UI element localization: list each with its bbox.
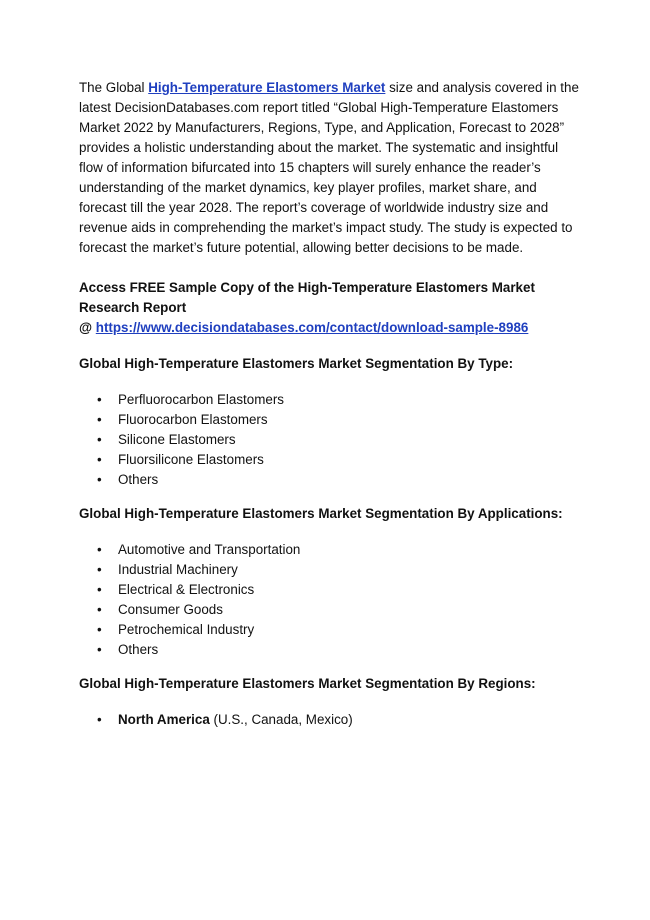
sample-request-label: Access FREE Sample Copy of the High-Temperature Elastomers Market Research Report — [79, 280, 535, 315]
bullet-icon: • — [97, 472, 102, 487]
list-item-label: Fluorocarbon Elastomers — [118, 412, 268, 427]
sample-request-line — [79, 318, 579, 338]
bullet-icon: • — [97, 562, 102, 577]
intro-prefix: The Global — [79, 80, 149, 95]
market-link[interactable]: High-Temperature Elastomers Market — [148, 80, 386, 95]
intro-paragraph — [79, 78, 579, 258]
list-item — [97, 580, 579, 600]
at-symbol: @ — [79, 320, 96, 335]
region-detail: (U.S., Canada, Mexico) — [209, 712, 353, 727]
bullet-icon: • — [97, 712, 102, 727]
list-item — [97, 390, 579, 410]
list-item-label: Petrochemical Industry — [118, 622, 255, 637]
list-item — [97, 430, 579, 450]
region-list — [79, 710, 579, 730]
bullet-icon: • — [97, 582, 102, 597]
bullet-icon: • — [97, 432, 102, 447]
document-content — [79, 78, 579, 744]
region-name: North America — [118, 712, 210, 727]
application-list — [79, 540, 579, 660]
list-item-label: Others — [118, 642, 159, 657]
list-item — [97, 410, 579, 430]
list-item — [97, 640, 579, 660]
bullet-icon: • — [97, 542, 102, 557]
sample-request-block — [79, 278, 579, 338]
list-item-label: Electrical & Electronics — [118, 582, 255, 597]
intro-body: size and analysis covered in the latest DecisionDatabases.com report titled “Global High-Temperature Elastomers Market 2022 by Manufacturers, Regions, Type, and Application, Forecast to 2028” provides a holistic understanding about the market. The systematic and insightful flow of information bifurcated into 15 chapters will surely enhance the reader’s understanding of the market dynamics, key player profiles, market share, and forecast till the year 2028. The report’s coverage of worldwide industry size and revenue aids in comprehending the market’s impact study. The study is expected to forecast the market’s future potential, allowing better decisions to be made. — [79, 80, 579, 255]
segmentation-by-type-heading: Global High-Temperature Elastomers Market Segmentation By Type: — [79, 356, 514, 371]
list-item-label: Perfluorocarbon Elastomers — [118, 392, 284, 407]
list-item — [97, 450, 579, 470]
type-list — [79, 390, 579, 490]
segmentation-by-region-heading: Global High-Temperature Elastomers Market Segmentation By Regions: — [79, 676, 536, 691]
list-item-label: Consumer Goods — [118, 602, 223, 617]
list-item — [97, 710, 579, 730]
list-item — [97, 560, 579, 580]
bullet-icon: • — [97, 642, 102, 657]
list-item — [97, 620, 579, 640]
list-item-label: Silicone Elastomers — [118, 432, 236, 447]
list-item-label: Others — [118, 472, 159, 487]
list-item-label: Fluorsilicone Elastomers — [118, 452, 264, 467]
bullet-icon: • — [97, 622, 102, 637]
bullet-icon: • — [97, 452, 102, 467]
list-item-label: Automotive and Transportation — [118, 542, 301, 557]
bullet-icon: • — [97, 412, 102, 427]
list-item-label: Industrial Machinery — [118, 562, 238, 577]
sample-download-link[interactable]: https://www.decisiondatabases.com/contact/download-sample-8986 — [95, 320, 529, 335]
list-item — [97, 600, 579, 620]
list-item — [97, 540, 579, 560]
bullet-icon: • — [97, 392, 102, 407]
bullet-icon: • — [97, 602, 102, 617]
list-item — [97, 470, 579, 490]
segmentation-by-application-heading: Global High-Temperature Elastomers Market Segmentation By Applications: — [79, 506, 563, 521]
